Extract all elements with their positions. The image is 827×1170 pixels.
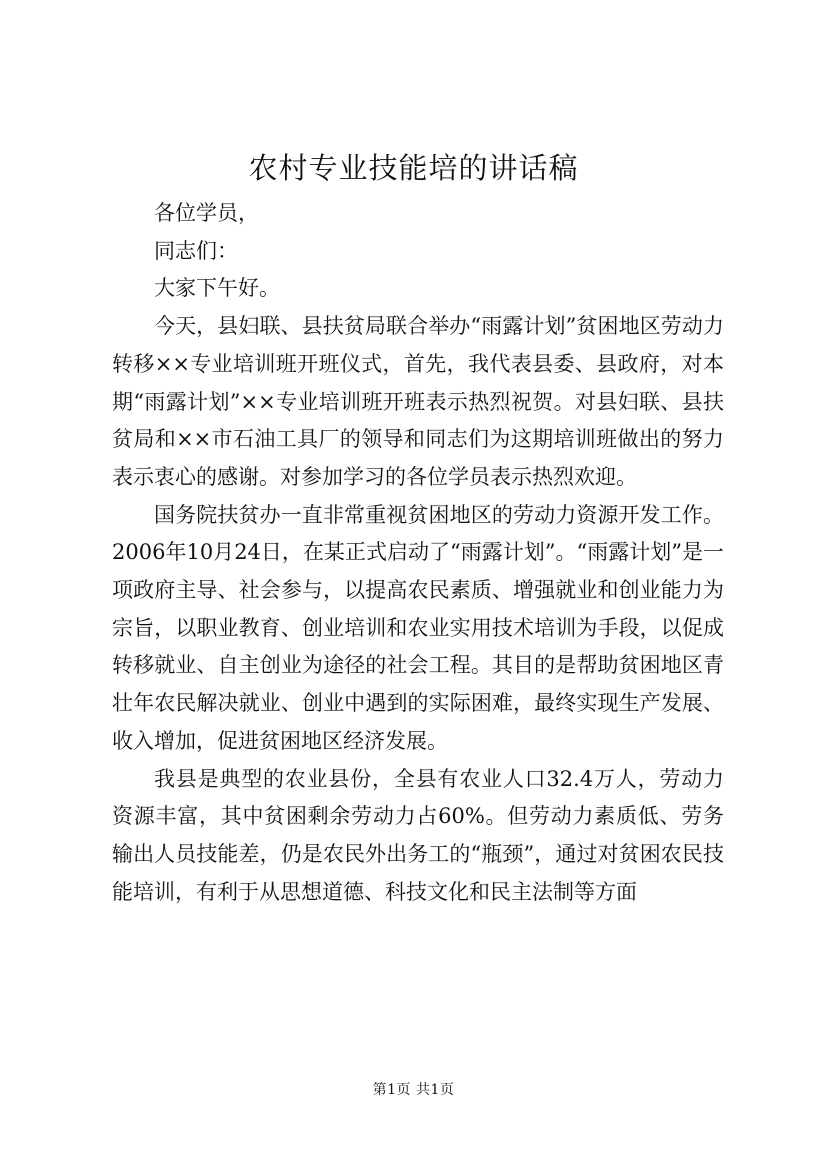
salutation-students: 各位学员， <box>154 201 259 225</box>
greeting: 大家下午好。 <box>154 276 280 301</box>
document-body <box>112 195 724 911</box>
salutation-comrades: 同志们： <box>154 238 238 263</box>
paragraph-opening: 今天，县妇联、县扶贫局联合举办“雨露计划”贫困地区劳动力转移××专业培训班开班仪式，首先，我代表县委、县政府，对本期“雨露计划”××专业培训班开班表示热烈祝贺。对县妇联、县扶贫局和××市石油工具厂的领导和同志们为这期培训班做出的努力表示衷心的感谢。对参加学习的各位学员表示热烈欢迎。 <box>112 314 724 489</box>
paragraph-rain-plan: 国务院扶贫办一直非常重视贫困地区的劳动力资源开发工作。2006年10月24日，在某正式启动了“雨露计划”。“雨露计划”是一项政府主导、社会参与，以提高农民素质、增强就业和创业能力为宗旨，以职业教育、创业培训和农业实用技术培训为手段，以促成转移就业、自主创业为途径的社会工程。其目的是帮助贫困地区青壮年农民解决就业、创业中遇到的实际困难，最终实现生产发展、收入增加，促进贫困地区经济发展。 <box>112 502 724 753</box>
document-title: 农村专业技能培的讲话稿 <box>248 151 579 185</box>
page-footer: 第1页 共1页 <box>372 1082 455 1098</box>
paragraph-county-situation: 我县是典型的农业县份，全县有农业人口32.4万人，劳动力资源丰富，其中贫困剩余劳动力占60%。但劳动力素质低、劳务输出人员技能差，仍是农民外出务工的“瓶颈”，通过对贫困农民技能培训，有利于从思想道德、科技文化和民主法制等方面 <box>112 766 724 904</box>
